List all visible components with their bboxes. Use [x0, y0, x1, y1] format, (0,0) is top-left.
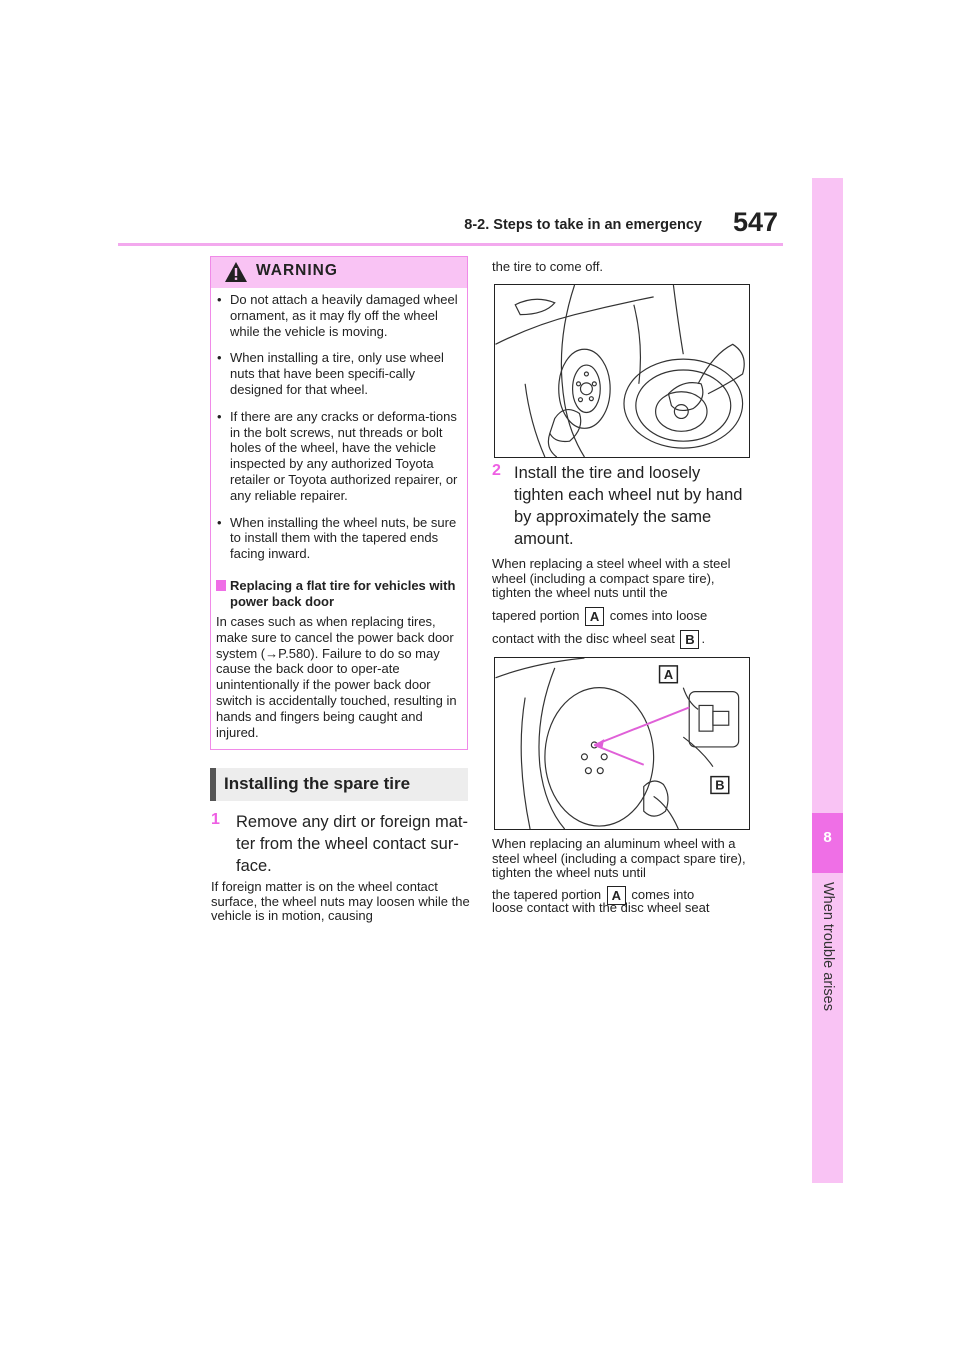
section-heading-accent: [210, 768, 216, 801]
step-1-text: Remove any dirt or foreign mat-ter from the wheel contact sur-face.: [236, 813, 469, 875]
step-1-note: If foreign matter is on the wheel contact surface, the wheel nuts may loosen while the vehicle is in motion, causing: [211, 879, 470, 923]
warning-bullet: • Do not attach a heavily damaged wheel ornament, as it may fly off the wheel while the vehicle is moving.: [216, 292, 462, 339]
text-fragment: tapered portion: [492, 607, 580, 623]
chapter-number: 8: [823, 829, 832, 846]
warning-sub-heading: Replacing a flat tire for vehicles with power back door: [230, 578, 456, 609]
text-fragment: contact with the disc wheel seat: [492, 630, 675, 646]
text-fragment: the tapered portion: [492, 886, 602, 902]
step-1-note-continued: the tire to come off.: [492, 259, 604, 274]
wheel-nut-installation-illustration: [494, 657, 750, 830]
warning-bullet-list: [216, 292, 462, 573]
warning-title: WARNING: [256, 262, 338, 279]
text-fragment: .: [701, 630, 706, 646]
warning-triangle-icon: [224, 261, 248, 283]
step-2-text: Install the tire and loosely tighten each wheel nut by hand by approximately the same amount.: [514, 464, 743, 548]
step-2-paragraph-1-line: [492, 630, 752, 649]
warning-sub-body: In cases such as when replacing tires, make sure to cancel the power back door system (→P.580). Failure to do so may cause the back door to oper-ate unintentionally if the power back door switch is accidentally touched, resulting in hands and fingers being caught and injured.: [216, 614, 457, 740]
text-fragment: comes into: [631, 886, 695, 902]
label-b-badge: B: [680, 630, 699, 649]
step-1-number: 1: [211, 811, 220, 828]
chapter-side-tab: [812, 178, 843, 1183]
warning-header: [211, 257, 467, 288]
step-2-number: 2: [492, 462, 501, 479]
step-2-paragraph-1: When replacing a steel wheel with a steel wheel (including a compact spare tire), tighten the wheel nuts until the: [492, 556, 731, 600]
warning-bullet: • When installing a tire, only use wheel nuts that have been specifi-cally designed for that wheel.: [216, 350, 462, 397]
section-title: Installing the spare tire: [224, 774, 411, 793]
step-2-paragraph-1-line: [492, 607, 752, 626]
label-a-badge: A: [607, 886, 626, 905]
warning-bullet: • When installing the wheel nuts, be sure to install them with the tapered ends facing inward.: [216, 515, 462, 562]
label-a-badge: A: [585, 607, 604, 626]
chapter-title: When trouble arises: [820, 882, 836, 1011]
header-section-title: 8-2. Steps to take in an emergency: [464, 217, 702, 233]
figure-label-b: B: [715, 777, 725, 793]
text-fragment: comes into loose: [609, 607, 708, 623]
page-number: 547: [732, 207, 778, 237]
warning-bullet: • If there are any cracks or deforma-tions in the bolt screws, nut threads or bolt holes of the wheel, have the vehicle inspected by any authorized Toyota retailer or Toyota authorized repairer, or any reliable repairer.: [216, 409, 462, 504]
step-2-paragraph-2-line: loose contact with the disc wheel seat: [492, 900, 710, 915]
figure-label-a: A: [663, 666, 674, 682]
wheel-cleaning-illustration: [494, 284, 750, 458]
step-2-paragraph-2: When replacing an aluminum wheel with a steel wheel (including a compact spare tire), tighten the wheel nuts until: [492, 836, 746, 880]
header-divider: [118, 243, 783, 246]
